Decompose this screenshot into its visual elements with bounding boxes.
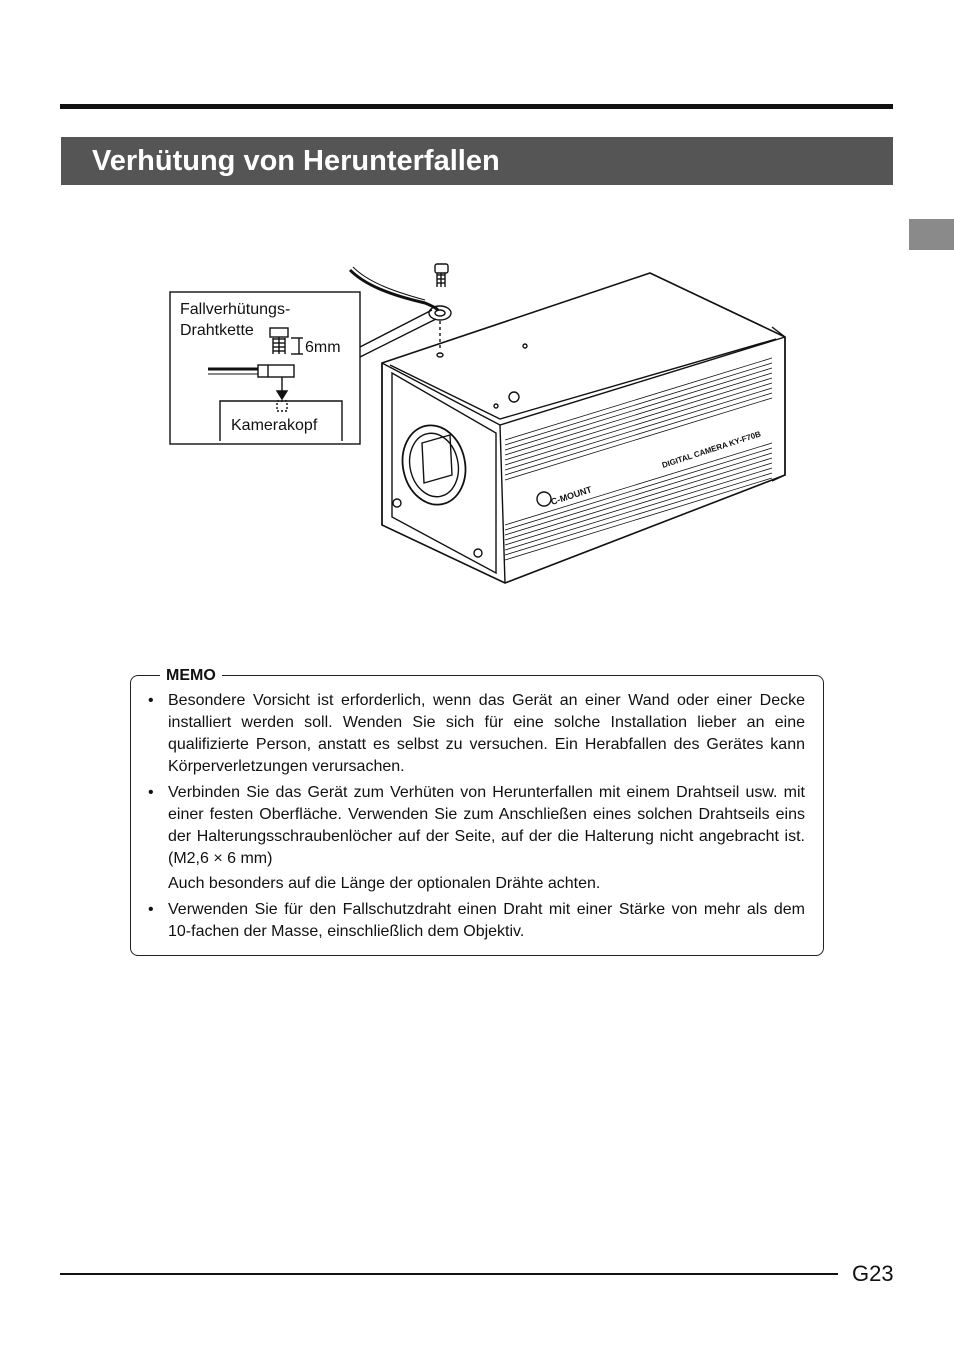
page-number: G23 xyxy=(852,1261,894,1286)
inset-label-bottom: Kamerakopf xyxy=(231,417,318,434)
memo-list xyxy=(148,690,805,947)
memo-item xyxy=(148,782,805,895)
callout-line-2 xyxy=(360,319,436,357)
memo-item-text: Verbinden Sie das Gerät zum Verhüten von Herunterfallen mit einem Drahtseil usw. mit einer festen Oberfläche. Verwenden Sie zum Anschließen eines solchen Drahtseils eins der Halterungsschraubenlöcher auf der Seite, auf der die Halterung nicht angebracht ist. (M2,6 × 6 mm) xyxy=(168,784,805,867)
mount-text: C-MOUNT xyxy=(549,484,594,507)
memo-item-text: Besondere Vorsicht ist erforderlich, wenn das Gerät an einer Wand oder einer Decke installiert werden soll. Wenden Sie sich für eine solche Installation lieber an eine qualifizierte Person, anstatt es selbst zu versuchen. Ein Herabfallen des Gerätes kann Körperverletzungen verursachen. xyxy=(168,692,805,775)
section-title-bar xyxy=(61,137,893,185)
top-rule xyxy=(60,104,893,109)
memo-item-subtext: Auch besonders auf die Länge der optionalen Drähte achten. xyxy=(168,875,601,892)
page-title: Verhütung von Herunterfallen xyxy=(92,145,500,177)
memo-title: MEMO xyxy=(160,665,222,687)
inset-ring-terminal xyxy=(258,365,294,377)
camera-model-text: DIGITAL CAMERA KY-F70B xyxy=(660,429,762,470)
camera-illustration xyxy=(160,255,800,595)
memo-bullet: • xyxy=(148,901,154,918)
inset-label-top xyxy=(180,299,290,341)
top-screw-head xyxy=(435,264,448,273)
inset-label-top-line2: Drahtkette xyxy=(180,322,254,339)
callout-line-1 xyxy=(360,310,432,347)
side-tab-marker xyxy=(909,219,954,250)
camera-front-face xyxy=(392,373,496,573)
sensor-window xyxy=(422,435,452,483)
c-mount-logo xyxy=(537,492,551,506)
ring-terminal xyxy=(429,306,451,320)
memo-item-text: Verwenden Sie für den Fallschutzdraht einen Draht mit einer Stärke von mehr als dem 10-fachen der Masse, einschließlich dem Objektiv. xyxy=(168,901,805,940)
inset-dimension-label: 6mm xyxy=(305,339,341,356)
memo-item xyxy=(148,690,805,778)
memo-item xyxy=(148,899,805,943)
bottom-rule xyxy=(60,1273,838,1275)
inset-label-top-line1: Fallverhütungs- xyxy=(180,301,291,318)
memo-bullet: • xyxy=(148,692,154,709)
memo-bullet: • xyxy=(148,784,154,801)
